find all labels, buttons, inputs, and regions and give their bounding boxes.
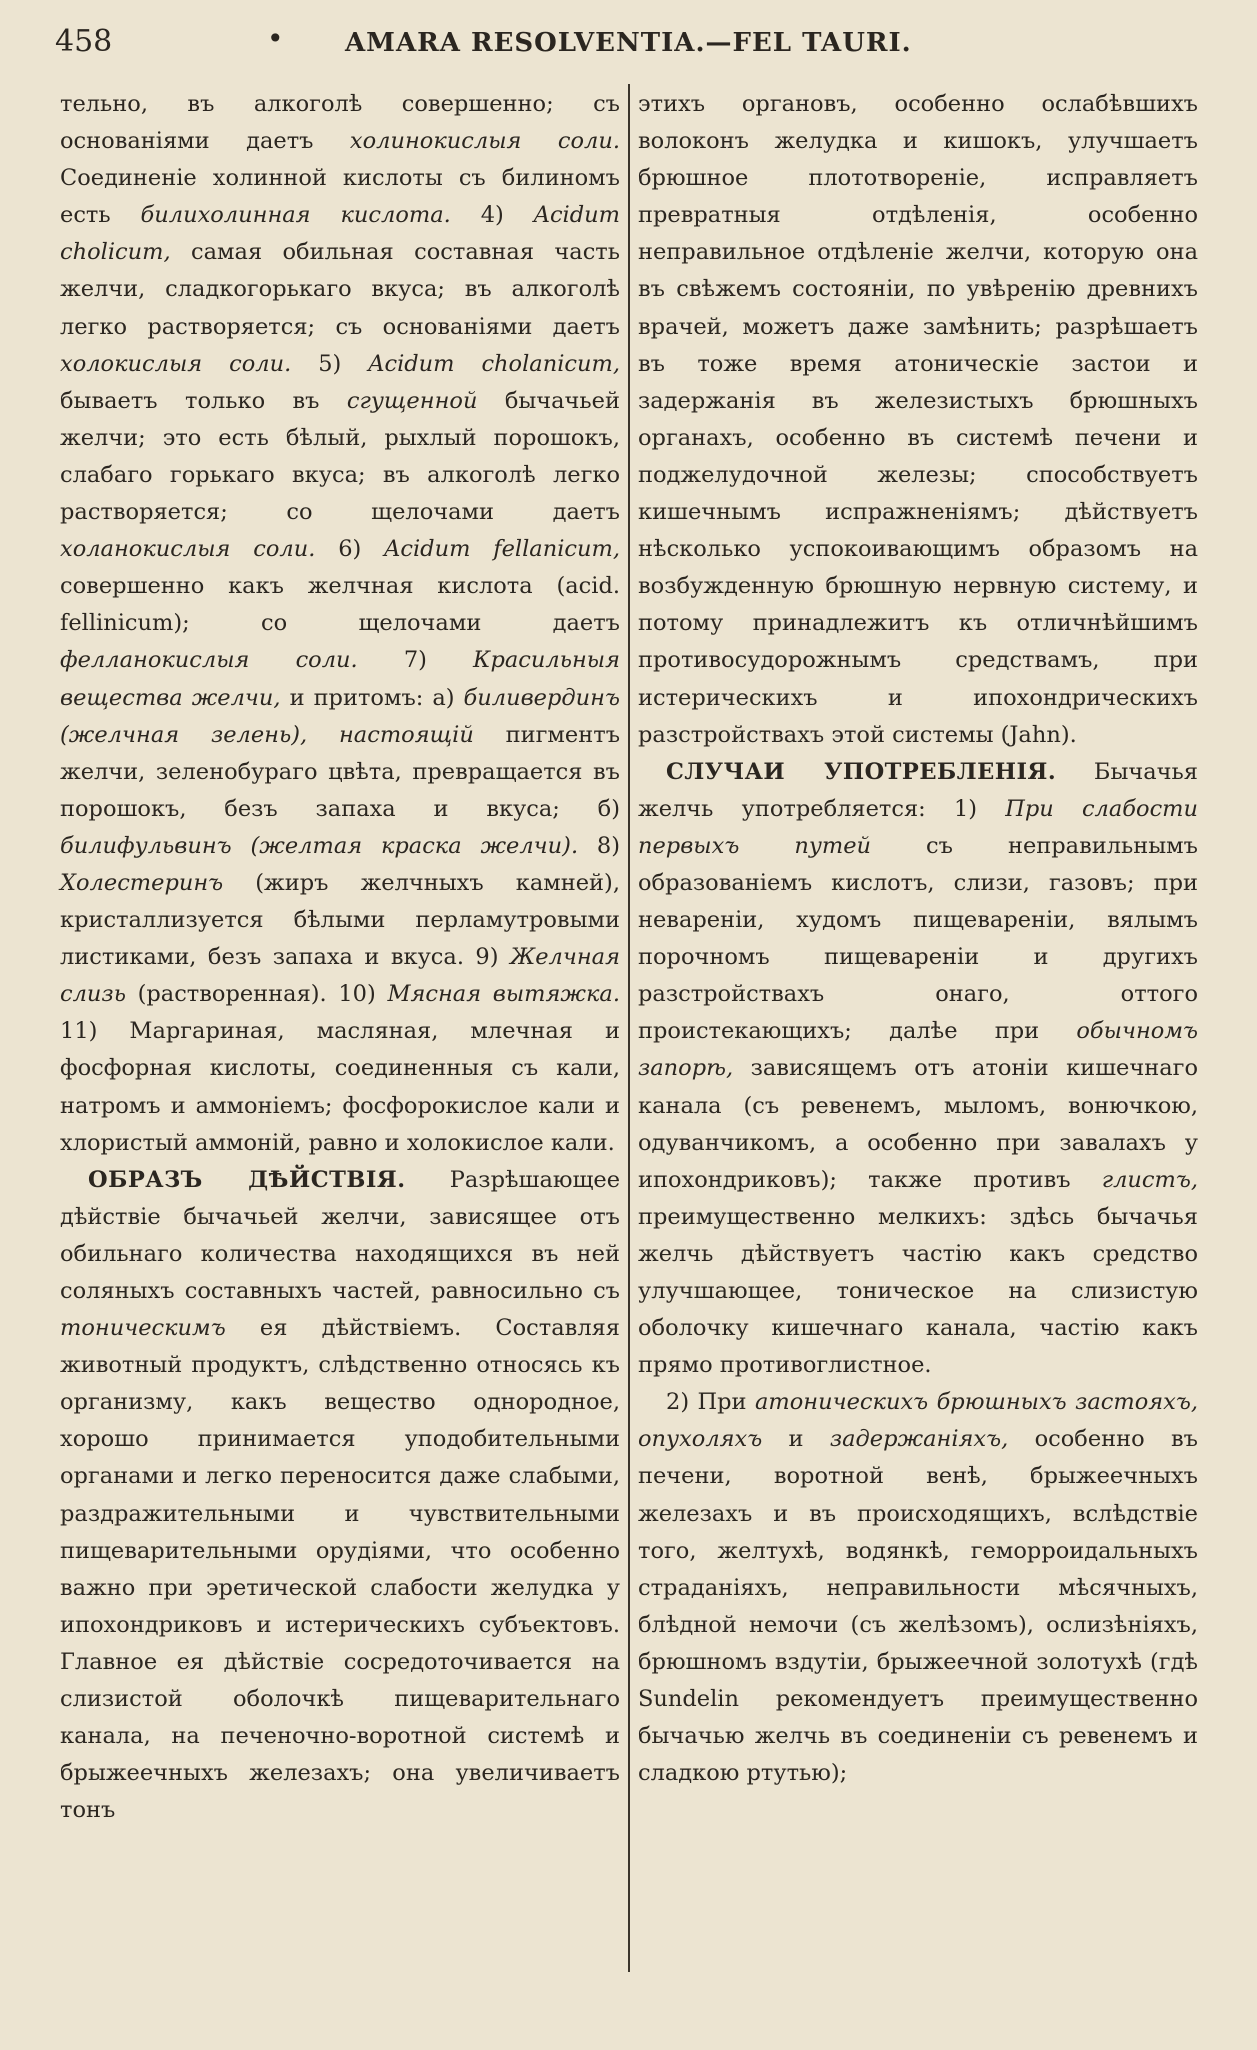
italic-run: задержаніяхъ, bbox=[829, 1426, 1009, 1453]
action-text bbox=[60, 1167, 620, 1824]
italic-run: тоническимъ bbox=[60, 1315, 226, 1342]
italic-run: Acidum cholicum, bbox=[60, 202, 620, 266]
text-run: съ неправильнымъ образованіемъ кислотъ, слизи, газовъ; при невареніи, худомъ пищевареніи, вялымъ порочномъ пищевареніи и другихъ разстройствахъ онаго, оттого проистекающихъ; далѣе при bbox=[638, 832, 1198, 1045]
text-run: и bbox=[762, 1426, 830, 1453]
text-run: 5) bbox=[291, 350, 369, 377]
text-run: (растворенная). 10) bbox=[125, 981, 388, 1008]
italic-run: обычномъ запорѣ, bbox=[638, 1018, 1198, 1082]
right-paragraph-usage bbox=[638, 754, 1198, 1385]
text-run: бычачьей желчи; это есть бѣлый, рыхлый порошокъ, слабаго горькаго вкуса; въ алкоголѣ легко растворяется; со щелочами даетъ bbox=[60, 387, 620, 526]
italic-run: глистъ, bbox=[1101, 1166, 1198, 1193]
text-run: и притомъ: а) bbox=[280, 684, 464, 711]
text-run: ея дѣйствіемъ. Составляя животный продуктъ, слѣдственно относясь къ организму, какъ вещество однородное, хорошо принимается уподобительными органами и легко переносится даже слабыми, раздражительными и чувствительными пищеварительными орудіями, что особенно важно при эретической слабости желудка у ипохондриковъ и истерическихъ субъектовъ. Главное ея дѣйствіе сосредоточивается на слизистой оболочкѣ пищеварительнаго канала, на печеночно-воротной системѣ и брыжеечныхъ железахъ; она увеличиваетъ тонъ bbox=[60, 1315, 620, 1824]
text-run: пигментъ желчи, зеленобураго цвѣта, превращается въ порошокъ, безъ запаха и вкуса; б) bbox=[60, 721, 621, 822]
text-run: этихъ органовъ, особенно ослабѣвшихъ волоконъ желудка и кишокъ, улучшаетъ брюшное плототвореніе, исправляетъ превратныя отдѣленія, особенно неправильное отдѣленіе желчи, которую она въ свѣжемъ состояніи, по увѣренію древнихъ врачей, можетъ даже замѣнить; разрѣшаетъ въ тоже время атоническіе застои и задержанія въ железистыхъ брюшныхъ органахъ, особенно въ системѣ печени и поджелудочной железы; способствуетъ кишечнымъ испражненіямъ; дѣйствуетъ нѣсколько успокоивающимъ образомъ на возбужденную брюшную нервную систему, и потому принадлежитъ къ отличнѣйшимъ противосудорожнымъ средствамъ, при истерическихъ и ипохондрическихъ разстройствахъ этой системы (Jahn). bbox=[638, 91, 1198, 748]
italic-run: Мясная вытяжка. bbox=[387, 981, 620, 1008]
text-run: самая обильная составная часть желчи, сладкогорькаго вкуса; въ алкоголѣ легко растворяется; съ основаніями даетъ bbox=[60, 239, 620, 340]
section-heading-usage: СЛУЧАИ УПОТРЕБЛЕНІЯ. bbox=[666, 758, 1057, 785]
usage-text bbox=[638, 759, 1198, 1379]
text-run: Соединеніе холинной кислоты съ билиномъ есть bbox=[60, 165, 620, 229]
text-run: 7) bbox=[357, 647, 474, 674]
text-run: Разрѣшающее дѣйствіе бычачьей желчи, зависящее отъ обильнаго количества находящихся въ ней соляныхъ составныхъ частей, равносильно съ bbox=[60, 1166, 621, 1304]
text-run: тельно, въ алкоголѣ совершенно; съ основаніями даетъ bbox=[60, 91, 620, 155]
italic-run: Красильныя вещества желчи, bbox=[60, 647, 620, 711]
text-run: совершенно какъ желчная кислота (acid. fellinicum); со щелочами даетъ bbox=[60, 573, 620, 637]
left-column bbox=[60, 86, 620, 1829]
left-paragraph-action bbox=[60, 1162, 620, 1830]
text-run: зависящемъ отъ атоніи кишечнаго канала (съ ревенемъ, мыломъ, вонючкою, одуванчикомъ, а особенно при завалахъ у ипохондриковъ); также противъ bbox=[638, 1055, 1198, 1193]
text-run: Бычачья желчь употребляется: 1) bbox=[638, 758, 1198, 822]
italic-run: Холестеринъ bbox=[60, 869, 224, 896]
right-paragraph-continued bbox=[638, 86, 1198, 754]
italic-run: холанокислыя соли. bbox=[60, 536, 316, 563]
text-run: 4) bbox=[450, 202, 534, 229]
right-column bbox=[638, 86, 1198, 1792]
italic-run: фелланокислыя соли. bbox=[60, 647, 358, 674]
right-paragraph-usage-2 bbox=[638, 1384, 1198, 1792]
text-run: 11) Маргариная, масляная, млечная и фосфорная кислоты, соединенныя съ кали, натромъ и аммоніемъ; фосфорокислое кали и хлористый аммоній, равно и холокислое кали. bbox=[60, 1018, 620, 1156]
text-run: 6) bbox=[315, 536, 385, 563]
text-run: особенно въ печени, воротной венѣ, брыжеечныхъ железахъ и въ происходящихъ, вслѣдствіе того, желтухѣ, водянкѣ, геморроидальныхъ страданіяхъ, неправильности мѣсячныхъ, блѣдной немочи (съ желѣзомъ), ослизѣніяхъ, брюшномъ вздутіи, брыжеечной золотухѣ (гдѣ Sundelin рекомендуетъ преимущественно бычачью желчь въ соединеніи съ ревенемъ и сладкою ртутью); bbox=[638, 1426, 1198, 1787]
italic-run: сгущенной bbox=[346, 387, 478, 414]
italic-run: Желчная слизь bbox=[60, 944, 620, 1008]
text-run: 8) bbox=[578, 832, 620, 859]
italic-run: Acidum cholanicum, bbox=[368, 350, 620, 377]
running-title: AMARA RESOLVENTIA.—FEL TAURI. bbox=[345, 28, 912, 58]
italic-run: холокислыя соли. bbox=[60, 350, 292, 377]
text-run: 2) При bbox=[666, 1389, 755, 1416]
page-number: 458 bbox=[55, 24, 113, 59]
header-ornament-dot: • bbox=[267, 22, 284, 55]
text-run: (жиръ желчныхъ камней), кристаллизуется бѣлыми перламутровыми листиками, безъ запаха и вкуса. 9) bbox=[60, 869, 620, 971]
italic-run: билихолинная кислота. bbox=[140, 202, 451, 229]
italic-run: билифульвинъ (желтая краска желчи). bbox=[60, 832, 579, 859]
section-heading-action: ОБРАЗЪ ДѢЙСТВІЯ. bbox=[88, 1166, 406, 1193]
italic-run: биливердинъ (желчная зелень), настоящій bbox=[60, 684, 620, 748]
text-run: преимущественно мелкихъ: здѣсь бычачья желчь дѣйствуетъ частію какъ средство улучшающее, тоническое на слизистую оболочку кишечнаго канала, частію какъ прямо противоглистное. bbox=[638, 1203, 1198, 1379]
italic-run: Acidum fellanicum, bbox=[384, 536, 620, 563]
italic-run: При слабости первыхъ путей bbox=[638, 795, 1198, 859]
italic-run: атоническихъ брюшныхъ застояхъ, опухоляхъ bbox=[638, 1389, 1199, 1453]
column-divider bbox=[628, 84, 630, 1972]
left-paragraph-composition bbox=[60, 86, 620, 1162]
text-run: бываетъ только въ bbox=[60, 387, 347, 414]
running-header bbox=[55, 22, 1205, 62]
italic-run: холинокислыя соли. bbox=[349, 128, 620, 155]
